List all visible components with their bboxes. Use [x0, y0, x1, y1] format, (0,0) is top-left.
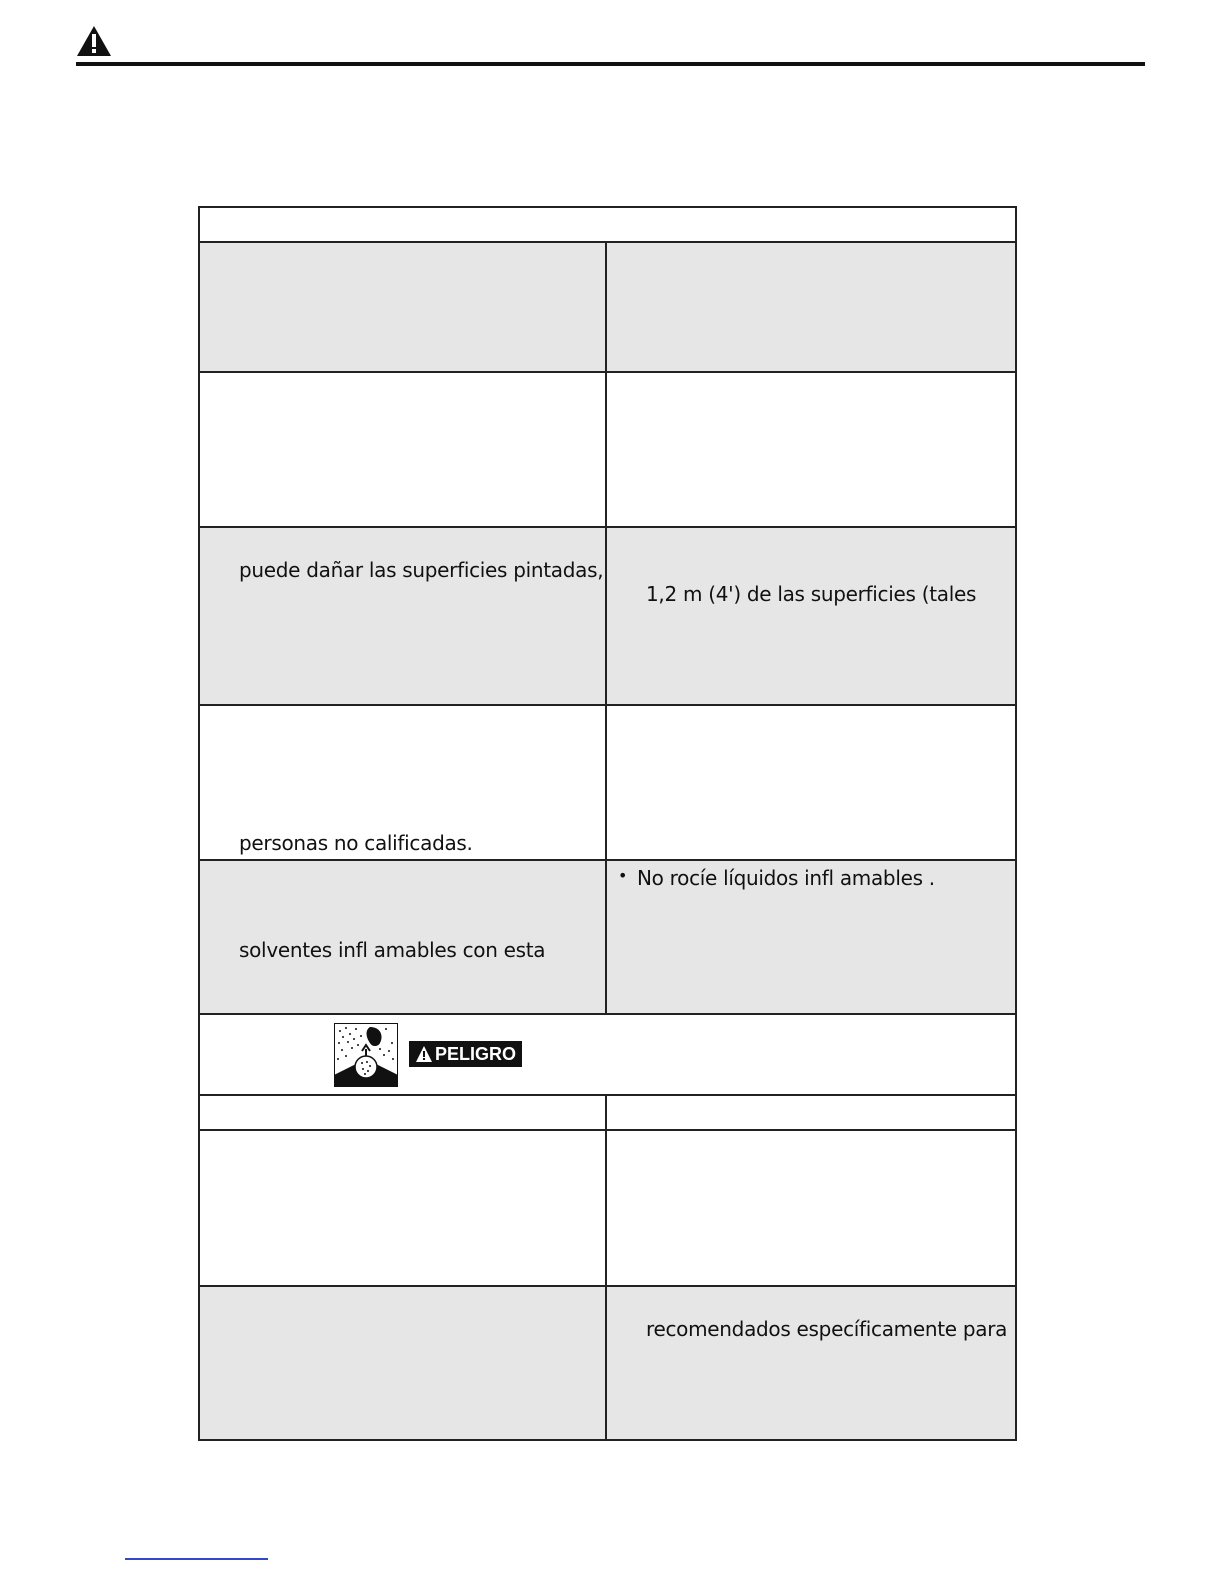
column-divider	[605, 1096, 607, 1131]
row-right-text: 1,2 m (4') de las superficies (tales	[646, 582, 977, 606]
warning-triangle-icon	[415, 1045, 433, 1063]
row-right-text: No rocíe líquidos infl amables .	[637, 866, 935, 890]
danger-badge-label: PELIGRO	[435, 1044, 517, 1064]
column-divider	[605, 243, 607, 373]
column-divider	[605, 1131, 607, 1287]
table-row	[200, 241, 1015, 373]
row-left-text: puede dañar las superficies pintadas,	[239, 558, 604, 582]
warning-triangle-icon	[76, 24, 112, 58]
table-row-header	[200, 208, 1015, 243]
table-row	[200, 371, 1015, 528]
table-row	[200, 704, 1015, 859]
column-divider	[605, 528, 607, 706]
column-divider	[605, 373, 607, 528]
row-left-text: personas no calificadas.	[239, 831, 473, 855]
safety-table	[198, 206, 1017, 1441]
table-row	[200, 859, 1015, 1015]
header-rule	[76, 62, 1145, 66]
table-row-subheader	[200, 1094, 1015, 1131]
row-left-text: solventes infl amables con esta	[239, 938, 546, 962]
row-right-text: recomendados específicamente para	[646, 1317, 1008, 1341]
table-row	[200, 1285, 1015, 1439]
bullet: •	[618, 866, 628, 885]
table-row-hazard	[200, 1013, 1015, 1096]
danger-badge	[409, 1041, 522, 1067]
toxic-vapor-pictogram	[334, 1023, 398, 1087]
column-divider	[605, 861, 607, 1015]
column-divider	[605, 706, 607, 859]
column-divider	[605, 1287, 607, 1439]
table-row	[200, 1129, 1015, 1287]
table-row	[200, 526, 1015, 706]
footer-link-underline[interactable]	[125, 1558, 268, 1560]
